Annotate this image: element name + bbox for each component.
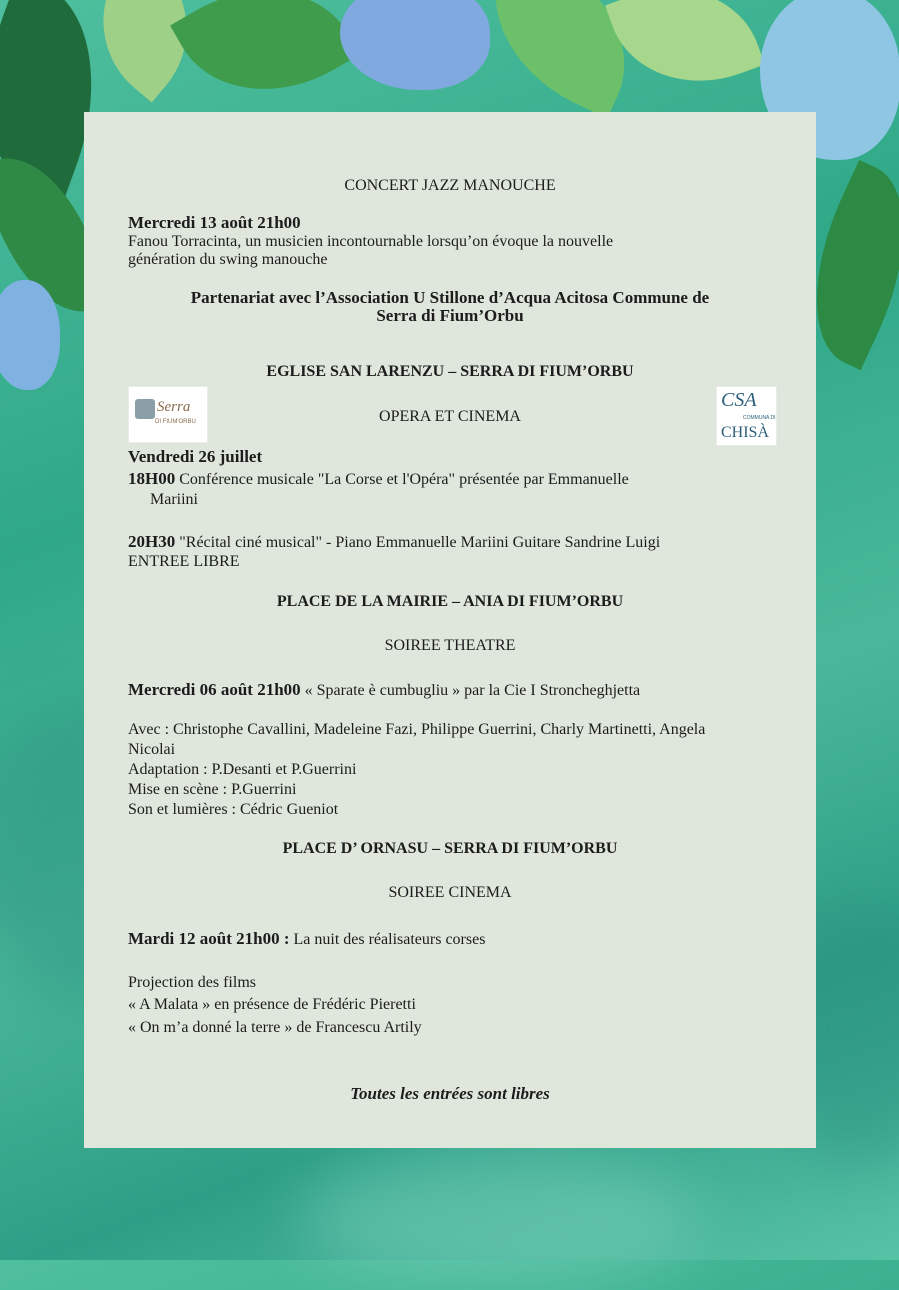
opera-heading: OPERA ET CINEMA <box>379 408 521 425</box>
recital-line <box>128 532 660 553</box>
footer-note: Toutes les entrées sont libres <box>350 1084 550 1103</box>
chisa-logo: CSA COMMUNA DI CHISÀ <box>716 386 777 446</box>
program-panel <box>84 112 816 1148</box>
cinema-date: Mardi 12 août 21h00 : <box>128 929 290 948</box>
concert-description-cont: génération du swing manouche <box>128 251 328 268</box>
theatre-cast-cont: Nicolai <box>128 741 176 758</box>
cinema-heading: SOIREE CINEMA <box>388 884 512 901</box>
theatre-heading: SOIREE THEATRE <box>384 637 516 654</box>
theatre-staging: Mise en scène : P.Guerrini <box>128 781 297 798</box>
venue-eglise: EGLISE SAN LARENZU – SERRA DI FIUM’ORBU <box>266 363 634 380</box>
theatre-title: « Sparate è cumbugliu » par la Cie I Stroncheghjetta <box>300 682 641 699</box>
theatre-date: Mercredi 06 août 21h00 <box>128 680 301 699</box>
films-intro: Projection des films <box>128 974 256 991</box>
concert-heading: CONCERT JAZZ MANOUCHE <box>344 177 556 194</box>
venue-mairie: PLACE DE LA MAIRIE – ANIA DI FIUM’ORBU <box>276 593 624 610</box>
concert-date: Mercredi 13 août 21h00 <box>128 213 301 232</box>
cinema-line <box>128 929 485 950</box>
concert-description: Fanou Torracinta, un musicien incontournable lorsqu’on évoque la nouvelle <box>128 233 614 250</box>
theatre-cast: Avec : Christophe Cavallini, Madeleine Fazi, Philippe Guerrini, Charly Martinetti, Angela <box>128 721 706 738</box>
film-item: « On m’a donné la terre » de Francescu Artily <box>128 1019 422 1036</box>
conference-text: Conférence musicale "La Corse et l'Opéra" présentée par Emmanuelle <box>175 471 629 488</box>
opera-date: Vendredi 26 juillet <box>128 447 263 466</box>
venue-ornasu: PLACE D’ ORNASU – SERRA DI FIUM’ORBU <box>282 840 618 857</box>
conference-time: 18H00 <box>128 469 176 488</box>
cinema-title: La nuit des réalisateurs corses <box>289 931 486 948</box>
recital-time: 20H30 <box>128 532 176 551</box>
serra-logo: Serra DI FIUM'ORBU <box>128 386 208 443</box>
theatre-line <box>128 680 640 701</box>
conference-line <box>128 469 629 490</box>
partnership-text-cont: Serra di Fium’Orbu <box>376 306 524 325</box>
conference-text-cont: Mariini <box>150 491 198 508</box>
partnership-text: Partenariat avec l’Association U Stillone d’Acqua Acitosa Commune de <box>190 288 710 307</box>
theatre-sound: Son et lumières : Cédric Gueniot <box>128 801 339 818</box>
entry-free: ENTREE LIBRE <box>128 553 240 570</box>
film-item: « A Malata » en présence de Frédéric Pieretti <box>128 996 416 1013</box>
recital-text: "Récital ciné musical" - Piano Emmanuelle Mariini Guitare Sandrine Luigi <box>175 534 661 551</box>
theatre-adaptation: Adaptation : P.Desanti et P.Guerrini <box>128 761 357 778</box>
